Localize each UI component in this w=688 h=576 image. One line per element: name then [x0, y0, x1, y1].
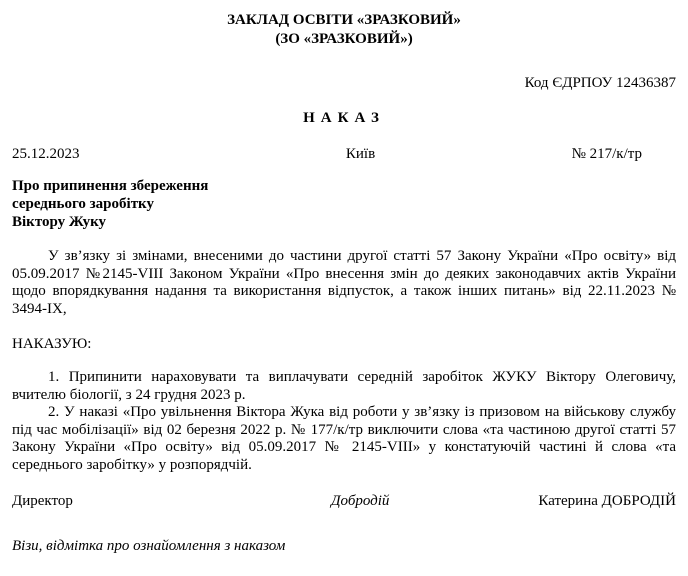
order-items: [12, 369, 676, 474]
subject-line: Про припинення збереження: [12, 178, 209, 194]
order-subject: [12, 177, 676, 231]
org-short-name: (ЗО «ЗРАЗКОВИЙ»): [275, 31, 413, 47]
preamble-paragraph: У зв’язку зі змінами, внесеними до частини другої статті 57 Закону України «Про освіту» від 05.09.2017 №2145-VIII Законом України «Про внесення змін до деяких законодавчих актів України щодо впорядкування надання та використання відпусток, а також інших питань» від 22.11.2023 № 3494-IX,: [12, 248, 676, 317]
signer-role: Директор: [12, 493, 73, 509]
edrpou-code: Код ЄДРПОУ 12436387: [524, 75, 676, 91]
order-date: 25.12.2023: [12, 146, 80, 162]
signer-name: Катерина ДОБРОДІЙ: [538, 493, 676, 509]
order-meta: [12, 145, 676, 163]
order-item: 2. У наказі «Про увільнення Віктора Жука від роботи у зв’язку із призовом на військову службу під час мобілізації» від 02 березня 2022 р. № 177/к/тр виключити слова «та частиною другої статті 57 Закону України «Про освіту» від 05.09.2017 № 2145-VIII» у констатуючій частині й слова «та середнього заробітку» у розпорядчій.: [12, 404, 676, 473]
order-number: № 217/к/тр: [571, 146, 642, 162]
visas-note: Візи, відмітка про ознайомлення з наказом: [12, 538, 286, 554]
document-title: НАКАЗ: [303, 110, 385, 126]
order-item: 1. Припинити нараховувати та виплачувати середній заробіток ЖУКУ Віктору Олеговичу, вчителю біології, з 24 грудня 2023 р.: [12, 369, 676, 403]
organization-header: [12, 0, 676, 49]
subject-line: середнього заробітку: [12, 196, 154, 212]
decree-word: НАКАЗУЮ:: [12, 336, 92, 352]
order-city: Київ: [345, 146, 376, 162]
signature-block: [12, 492, 676, 510]
org-name: ЗАКЛАД ОСВІТИ «ЗРАЗКОВИЙ»: [227, 12, 461, 28]
signature: Добродій: [330, 493, 390, 509]
subject-line: Віктору Жуку: [12, 214, 106, 230]
